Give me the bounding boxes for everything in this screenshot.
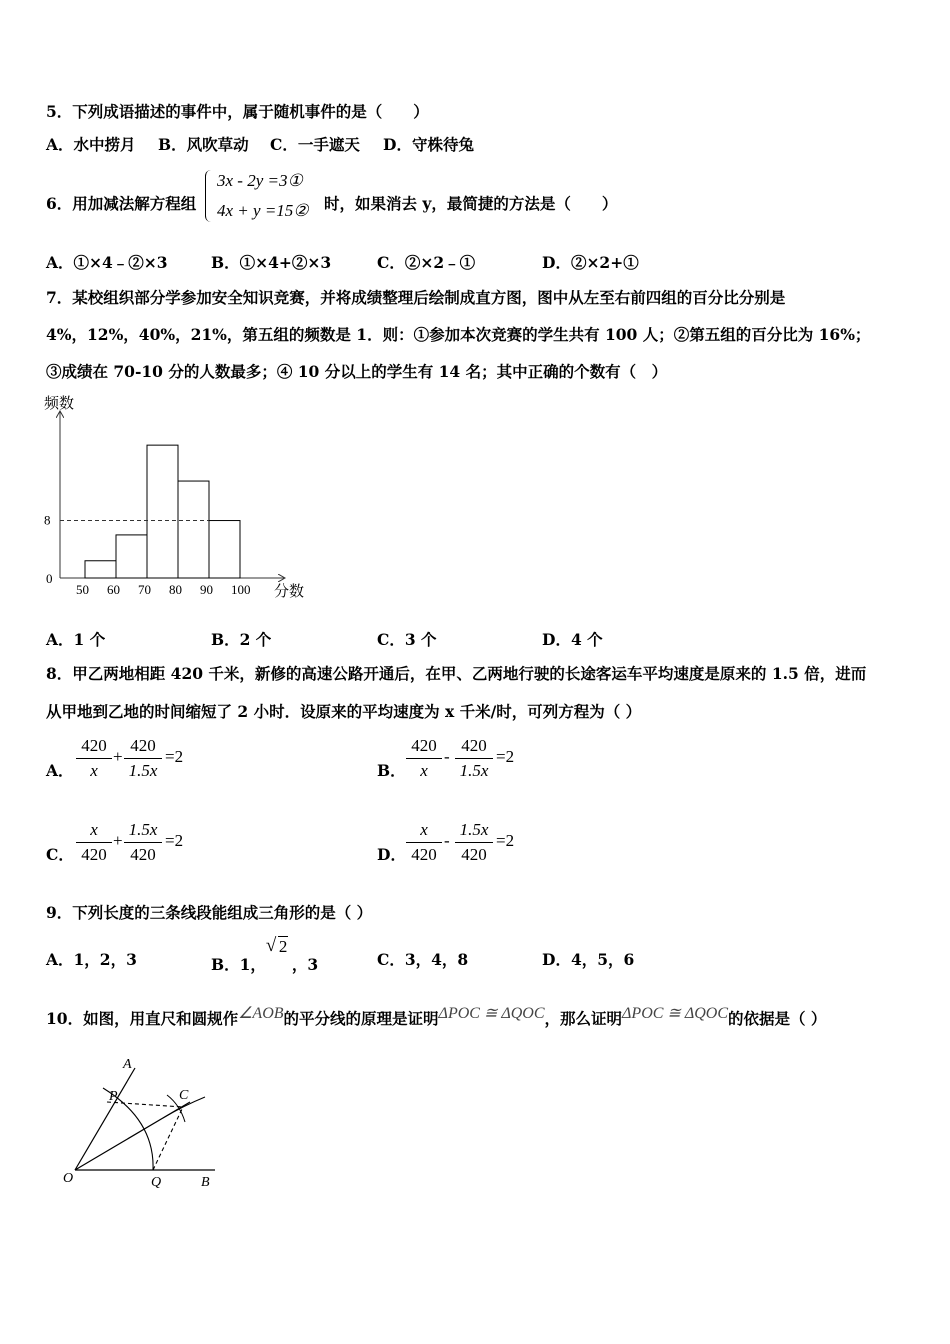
q8-d-fraction-2	[455, 820, 493, 865]
plus-sign: +	[113, 747, 123, 766]
q7-option-c: C．3 个	[377, 630, 437, 649]
sqrt-sign: √	[265, 935, 277, 956]
numerator: 420	[130, 736, 156, 755]
q8-c-fraction-1	[76, 820, 112, 865]
numerator: 1.5x	[459, 820, 489, 839]
x-axis-label: 分数	[274, 584, 305, 600]
histogram-bar-70-80	[147, 445, 178, 578]
q10-text-2: 的平分线的原理是证明	[283, 1009, 439, 1028]
q7-option-a: A．1 个	[46, 630, 106, 649]
denominator: x	[90, 761, 98, 780]
equals-2: =2	[496, 831, 515, 850]
sqrt-radicand: 2	[278, 937, 288, 956]
q8-b-fraction-1	[406, 736, 442, 781]
q8-line-2: 从甲地到乙地的时间缩短了 2 小时．设原来的平均速度为 x 千米/时，可列方程为（ ）	[46, 702, 642, 721]
q9-stem: 9．下列长度的三条线段能组成三角形的是（ ）	[46, 903, 373, 922]
q8-option-d-label: D．	[377, 845, 406, 864]
q5-stem: 5．下列成语描述的事件中，属于随机事件的是（ ）	[46, 102, 429, 121]
label-a: A	[123, 1057, 132, 1072]
label-o: O	[63, 1171, 74, 1186]
q9-option-a: A．1，2，3	[46, 950, 137, 969]
q7-option-b: B．2 个	[211, 630, 272, 649]
denominator: 420	[461, 845, 487, 864]
histogram-chart	[38, 390, 328, 605]
q7-line-1: 7．某校组织部分学参加安全知识竞赛，并将成绩整理后绘制成直方图，图中从左至右前四组的百分比分别是	[46, 288, 786, 307]
q8-c-fraction-2	[124, 820, 162, 865]
equals-2: =2	[165, 831, 184, 850]
numerator: 1.5x	[128, 820, 158, 839]
denominator: 420	[81, 845, 107, 864]
q6-option-a: A．①×4﹣②×3	[46, 253, 168, 272]
q6-suffix: 时，如果消去 y，最简捷的方法是（ ）	[324, 194, 618, 213]
q6-option-c: C．②×2﹣①	[377, 253, 476, 272]
numerator: 420	[461, 736, 487, 755]
label-c: C	[179, 1088, 189, 1103]
sqrt-2	[265, 935, 292, 970]
q10-text-3: ，那么证明	[544, 1009, 623, 1028]
q10-text-1: 10．如图，用直尺和圆规作	[46, 1009, 239, 1028]
x-tick-70: 70	[138, 582, 151, 597]
angle-bisector-figure	[55, 1050, 225, 1195]
q5-option-c: C．一手遮天	[270, 135, 360, 154]
q6-equation-2: 4x + y =15②	[217, 201, 309, 220]
histogram-bar-90-100	[209, 521, 240, 578]
numerator: 420	[411, 736, 437, 755]
plus-sign: +	[113, 831, 123, 850]
histogram-bar-80-90	[178, 481, 209, 578]
equals-2: =2	[496, 747, 515, 766]
label-b: B	[201, 1175, 210, 1190]
q8-a-fraction-2	[124, 736, 162, 781]
q5-option-b: B．风吹草动	[158, 135, 249, 154]
q6-prefix: 6．用加减法解方程组	[46, 194, 197, 213]
q5-option-a: A．水中捞月	[46, 135, 136, 154]
segment-qc	[153, 1107, 183, 1170]
q6-equation-1: 3x - 2y =3①	[217, 171, 303, 190]
q9-option-b	[211, 935, 319, 975]
q7-option-d: D．4 个	[542, 630, 603, 649]
segment-pc	[107, 1102, 183, 1107]
q6-option-d: D．②×2+①	[542, 253, 639, 272]
q8-option-b-label: B．	[377, 761, 406, 780]
q8-d-fraction-1	[406, 820, 442, 865]
denominator: 1.5x	[128, 761, 158, 780]
equals-2: =2	[165, 747, 184, 766]
numerator: x	[90, 820, 98, 839]
x-tick-100: 100	[231, 582, 251, 597]
q8-option-c-label: C．	[46, 845, 74, 864]
label-q: Q	[151, 1175, 162, 1190]
numerator: x	[420, 820, 428, 839]
q8-a-fraction-1	[76, 736, 112, 781]
denominator: 420	[130, 845, 156, 864]
q9-option-b-prefix: B．1，	[211, 955, 266, 974]
x-tick-80: 80	[169, 582, 182, 597]
minus-sign: -	[444, 747, 450, 766]
x-tick-50: 50	[76, 582, 89, 597]
q5-option-d: D．守株待兔	[383, 135, 474, 154]
denominator: 1.5x	[459, 761, 489, 780]
numerator: 420	[81, 736, 107, 755]
y-tick-0: 0	[46, 571, 53, 586]
q6-option-b: B．①×4+②×3	[211, 253, 332, 272]
q7-line-3: ③成绩在 70-10 分的人数最多；④ 10 分以上的学生有 14 名；其中正确的个数有（ ）	[46, 362, 668, 381]
q9-option-c: C．3，4，8	[377, 950, 469, 969]
x-tick-90: 90	[200, 582, 213, 597]
q10-text-4: 的依据是（ ）	[728, 1009, 827, 1028]
angle-aob: ∠AOB	[238, 1005, 284, 1022]
label-p: P	[109, 1089, 118, 1104]
q9-option-d: D．4，5，6	[542, 950, 635, 969]
congruence-1: ΔPOC ≅ ΔQOC	[438, 1005, 545, 1022]
q8-line-1: 8．甲乙两地相距 420 千米，新修的高速公路开通后，在甲、乙两地行驶的长途客运车平均速度是原来的 1.5 倍，进而	[46, 664, 867, 683]
y-axis-label: 频数	[44, 396, 75, 412]
q8-b-fraction-2	[455, 736, 493, 781]
denominator: x	[420, 761, 428, 780]
ray-oa	[75, 1068, 135, 1170]
histogram-bar-60-70	[116, 535, 147, 578]
q7-line-2: 4%，12%，40%，21%，第五组的频数是 1．则：①参加本次竞赛的学生共有 100 人；②第五组的百分比为 16%；	[46, 325, 871, 344]
equation-brace	[205, 170, 216, 222]
q9-option-b-suffix: ，3	[291, 955, 319, 974]
histogram-bar-50-60	[85, 561, 116, 578]
congruence-2: ΔPOC ≅ ΔQOC	[622, 1005, 728, 1022]
y-tick-8: 8	[44, 512, 51, 528]
denominator: 420	[411, 845, 437, 864]
q8-option-a-label: A．	[46, 761, 74, 780]
x-tick-60: 60	[107, 582, 120, 597]
q10-stem	[46, 1005, 827, 1030]
minus-sign: -	[444, 831, 450, 850]
